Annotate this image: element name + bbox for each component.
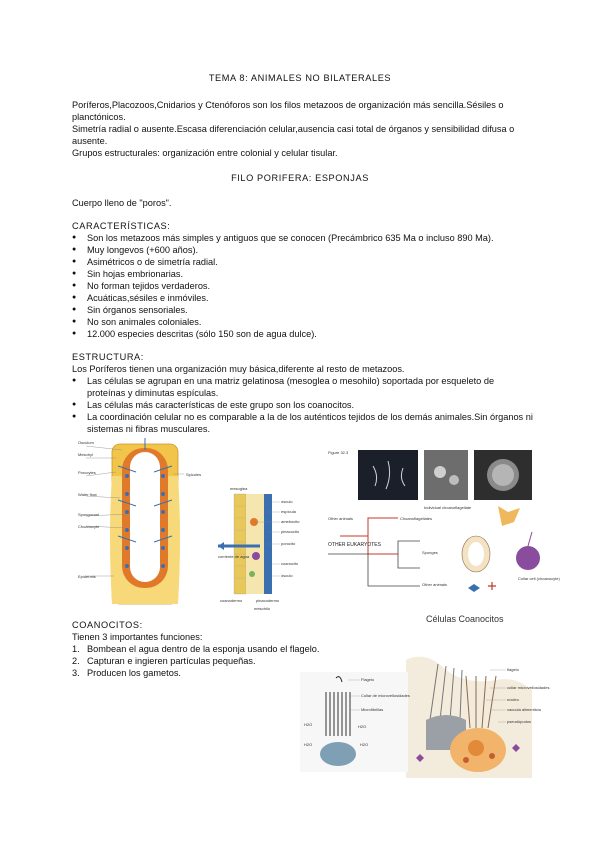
fig5-label: Collar de microvellosidades [361, 693, 410, 698]
cuerpo-text: Cuerpo lleno de "poros". [72, 198, 172, 208]
page-title: TEMA 8: ANIMALES NO BILATERALES [208, 73, 392, 83]
fig3-label: Choanoflagellates [400, 516, 433, 521]
coanocitos-heading: COANOCITOS: [72, 620, 143, 630]
fig3-label: Other animals [328, 516, 353, 521]
fig5-label: H2O [358, 724, 367, 729]
fig2-label: pinacocito [281, 529, 300, 534]
fig2-label: ósculo [281, 499, 293, 504]
fig4-label: vacuola alimenticia [507, 707, 541, 712]
fig3-label: Individual choanoflagellate [424, 505, 472, 510]
list-item: 1. Bombean el agua dentro de la esponja usando el flagelo. [72, 644, 320, 654]
estructura-list [72, 375, 542, 435]
list-item: ● Acuáticas,sésiles e inmóviles. [72, 292, 532, 304]
fig4-label: collar microvellosidades [507, 685, 550, 690]
estructura-intro: Los Poríferos tienen una organización muy básica,diferente al resto de metazoos. [72, 364, 405, 374]
intro-line-4: ausente. [72, 136, 108, 146]
fig1-label: Spicules [186, 472, 202, 477]
coanocitos-subheading: Tienen 3 importantes funciones: [72, 632, 203, 642]
fig5-label: Microfibrillas [361, 707, 384, 712]
fig3-label: Other animals [422, 582, 447, 587]
list-item: ● La coordinación celular no es comparable a la de los auténticos tejidos de los demás animales.Sin órganos ni sistemas ni fibras musculares. [72, 411, 542, 435]
list-item: ● Sin órganos sensoriales. [72, 304, 532, 316]
list-item: ● No son animales coloniales. [72, 316, 532, 328]
fig3-label: OTHER EUKARYOTES [328, 542, 381, 548]
fig2-label: ósculo [281, 573, 293, 578]
fig4-label: pseudópodos [507, 719, 532, 724]
choanocyte-cells-figure [406, 610, 550, 778]
intro-line-5: Grupos estructurales: organización entre colonial y celular tisular. [72, 148, 338, 158]
fig1-label: Choanocyte [78, 524, 100, 529]
fig2-label: amebocito [281, 519, 300, 524]
fig2-label: coanodermo [220, 598, 243, 603]
list-item: ● No forman tejidos verdaderos. [72, 280, 532, 292]
fig5-label: H2O [360, 742, 369, 747]
estructura-heading: ESTRUCTURA: [72, 352, 144, 362]
caracteristicas-list [72, 232, 532, 340]
list-item: ● 12.000 especies descritas (sólo 150 son de agua dulce). [72, 328, 532, 340]
fig3-label: Collar cell (choanocyte) [518, 576, 560, 581]
fig1-label: Mesohyl [78, 452, 93, 457]
list-item: ● Muy longevos (+600 años). [72, 244, 532, 256]
fig1-label: Epidermis [78, 574, 96, 579]
list-item: ● Las células más características de este grupo son los coanocitos. [72, 399, 542, 411]
fig4-label: núcleo [507, 697, 519, 702]
sponge-wall-figure [218, 484, 318, 612]
fig2-label: pinacodermo [256, 598, 280, 603]
fig2-label: corriente de agua [218, 554, 250, 559]
list-item: 3. Producen los gametos. [72, 668, 181, 678]
fig5-label: H2O [304, 722, 313, 727]
fig2-label: espícula [281, 509, 296, 514]
fig3-label: Figure 32.3 [328, 450, 349, 455]
fig1-label: Porocytes [78, 470, 96, 475]
intro-line-3: Simetría radial o ausente.Escasa diferenciación celular,ausencia casi total de órganos y sensibilidad difusa o [72, 124, 515, 134]
fig1-label: Spongocoel [78, 512, 100, 517]
section-title: FILO PORIFERA: ESPONJAS [231, 173, 369, 183]
fig3-label: Sponges [422, 550, 438, 555]
fig1-label: Osculum [78, 440, 94, 445]
sponge-section-figure [78, 436, 213, 608]
intro-line-1: Poríferos,Placozoos,Cnidarios y Ctenóforos son los filos metazoos de organización más sencilla.Sésiles o [72, 100, 504, 110]
list-item: ● Las células se agrupan en una matriz gelatinosa (mesoglea o mesohilo) soportada por esqueleto de proteínas y diminutas espículas. [72, 375, 542, 399]
list-item: ● Son los metazoos más simples y antiguos que se conocen (Precámbrico 635 Ma o incluso 890 Ma). [72, 232, 532, 244]
fig4-label: flagelo [507, 667, 519, 672]
fig1-label: Water flow [78, 492, 97, 497]
fig2-label: coanocito [281, 561, 299, 566]
list-item: ● Sin hojas embrionarias. [72, 268, 532, 280]
list-item: 2. Capturan e ingieren partículas pequeñas. [72, 656, 256, 666]
choanocyte-diagram-figure [300, 672, 408, 772]
phylogeny-figure [328, 446, 560, 596]
list-item: ● Asimétricos o de simetría radial. [72, 256, 532, 268]
caracteristicas-heading: CARACTERÍSTICAS: [72, 221, 171, 231]
fig5-label: Flagelo [361, 677, 375, 682]
fig2-label: porocito [281, 541, 296, 546]
fig4-title: Células Coanocitos [426, 614, 504, 624]
fig2-label: mesohilo [254, 606, 271, 611]
intro-line-2: planctónicos. [72, 112, 126, 122]
fig2-label: mesoglea [230, 486, 248, 491]
fig5-label: H2O [304, 742, 313, 747]
